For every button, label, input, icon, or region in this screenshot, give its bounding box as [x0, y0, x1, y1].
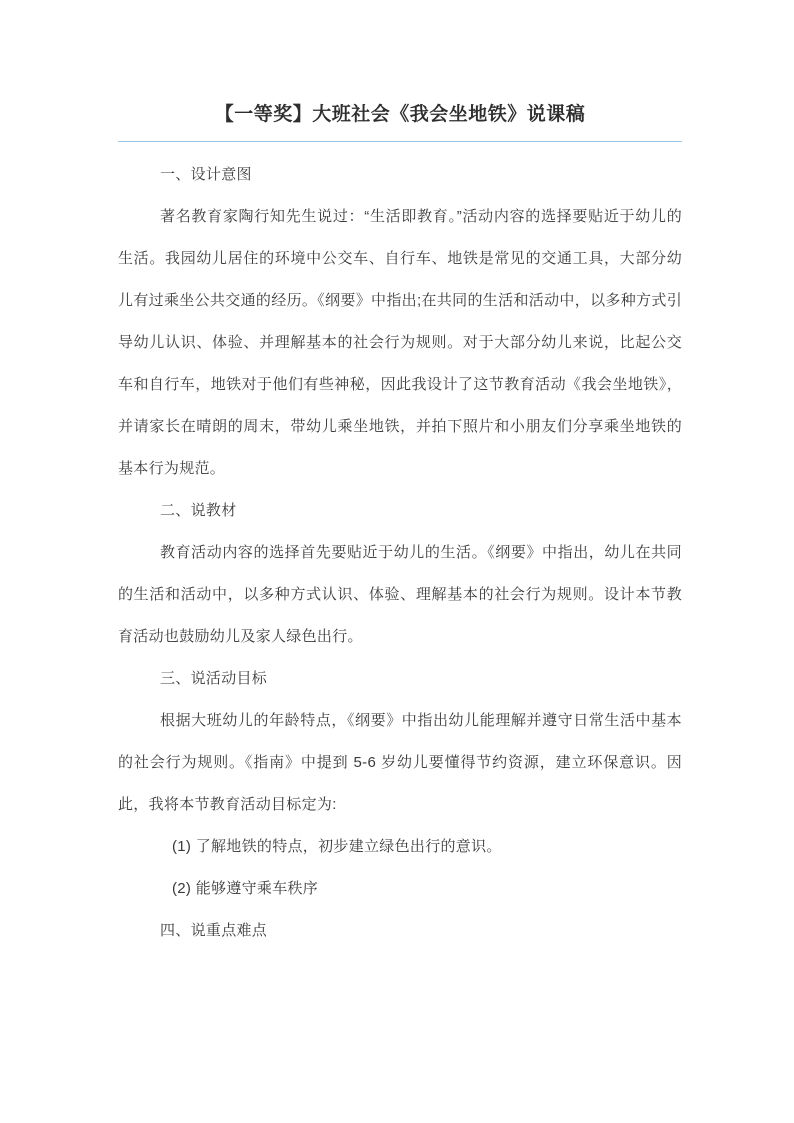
goal-item-1: (1) 了解地铁的特点，初步建立绿色出行的意识。	[172, 838, 502, 855]
paragraph-design-intent: 著名教育家陶行知先生说过：“生活即教育。”活动内容的选择要贴近于幼儿的生活。我园幼儿居住的环境中公交车、自行车、地铁是常见的交通工具，大部分幼儿有过乘坐公共交通的经历。《纲要》中指出;在共同的生活和活动中，以多种方式引导幼儿认识、体验、并理解基本的社会行为规则。对于大部分幼儿来说，比起公交车和自行车，地铁对于他们有些神秘，因此我设计了这节教育活动《我会坐地铁》，并请家长在晴朗的周末，带幼儿乘坐地铁，并拍下照片和小朋友们分享乘坐地铁的基本行为规范。	[118, 208, 682, 477]
goal-item-2: (2) 能够遵守乘车秩序	[172, 880, 319, 897]
section-heading-3: 三、说活动目标	[160, 670, 268, 687]
section-heading-2: 二、说教材	[160, 502, 237, 519]
document-title: 【一等奖】大班社会《我会坐地铁》说课稿	[214, 104, 586, 125]
section-heading-4: 四、说重点难点	[160, 922, 268, 939]
section-heading-1: 一、设计意图	[160, 166, 252, 183]
title-block	[118, 102, 682, 142]
document-body	[118, 154, 682, 952]
paragraph-activity-goals: 根据大班幼儿的年龄特点，《纲要》中指出幼儿能理解并遵守日常生活中基本的社会行为规则。《指南》中提到 5-6 岁幼儿要懂得节约资源，建立环保意识。因此，我将本节教育活动目标定为:	[118, 712, 682, 813]
paragraph-teaching-material: 教育活动内容的选择首先要贴近于幼儿的生活。《纲要》中指出，幼儿在共同的生活和活动中，以多种方式认识、体验、理解基本的社会行为规则。设计本节教育活动也鼓励幼儿及家人绿色出行。	[118, 544, 682, 645]
